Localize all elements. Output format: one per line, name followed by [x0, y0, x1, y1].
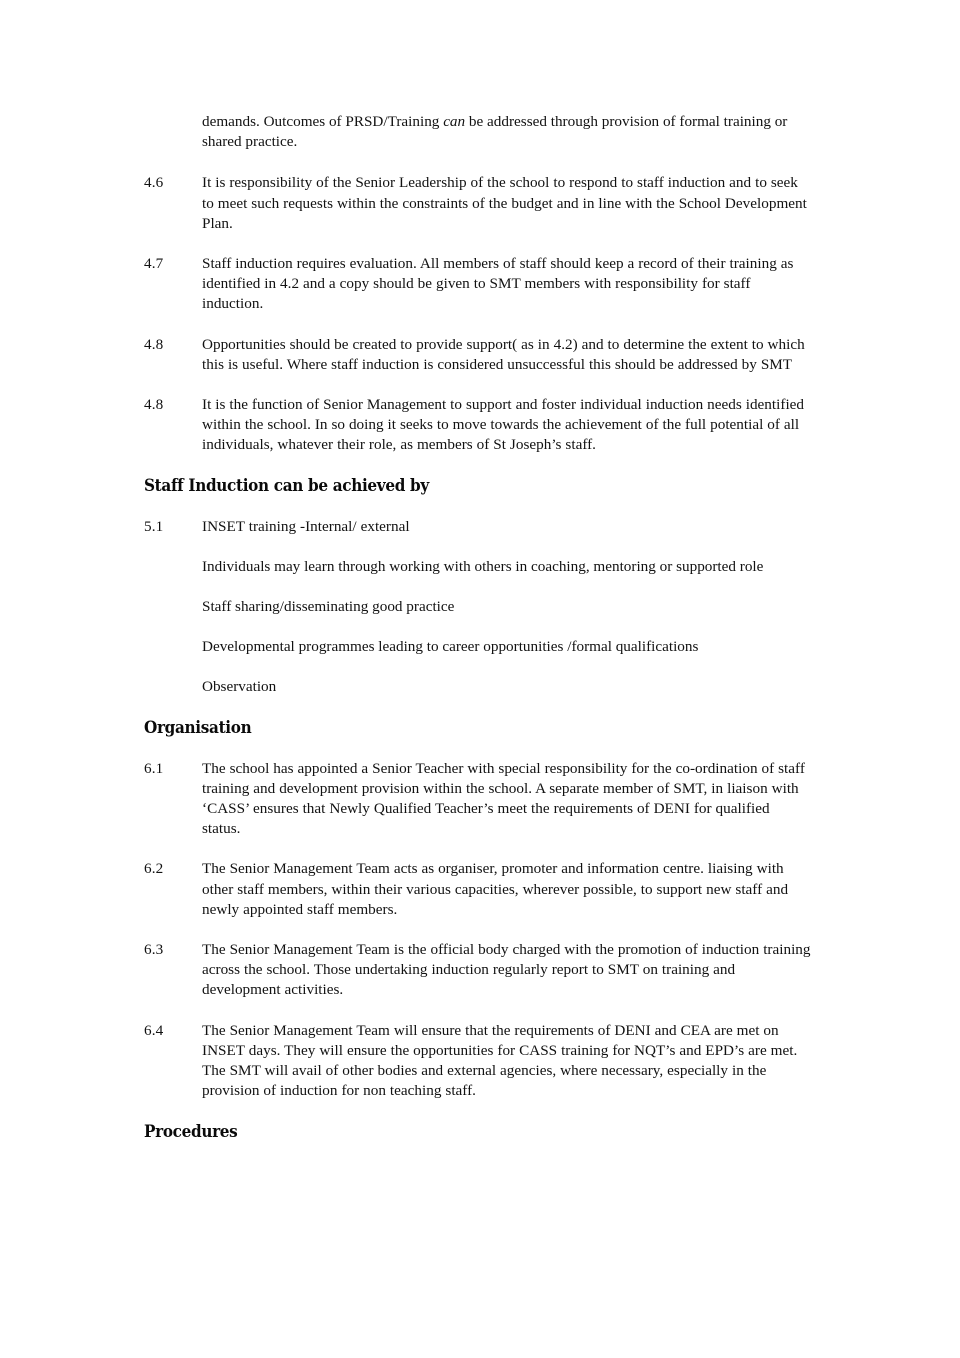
- staff-induction-item-1: Individuals may learn through working with others in coaching, mentoring or supported role: [202, 557, 764, 575]
- clause-number: 4.7: [144, 255, 164, 273]
- continuation-paragraph: [202, 112, 812, 152]
- heading-staff-induction: Staff Induction can be achieved by: [144, 475, 429, 495]
- clause-6-4: [144, 1021, 812, 1102]
- continuation-emphasis: can: [443, 113, 466, 130]
- clause-number: 4.8: [144, 396, 164, 414]
- clause-text: The school has appointed a Senior Teacher with special responsibility for the co-ordination of staff training and development provision within the school. A separate member of SMT, in liaison with ‘CASS’ ensures that Newly Qualified Teacher’s meet the requirements of DENI for qualified status.: [202, 759, 805, 838]
- clause-6-1: [144, 759, 812, 840]
- clause-5-1: [144, 517, 812, 537]
- clause-text: Opportunities should be created to provide support( as in 4.2) and to determine the extent to which this is useful. Where staff induction is considered unsuccessful this should be addressed by SMT: [202, 335, 805, 373]
- clause-number: 6.4: [144, 1021, 164, 1039]
- clause-number: 6.2: [144, 860, 164, 878]
- clause-text: The Senior Management Team will ensure that the requirements of DENI and CEA are met on INSET days. They will ensure the opportunities for CASS training for NQT’s and EPD’s are met. The SMT will avail of other bodies and external agencies, where necessary, especially in the provision of induction for non teaching staff.: [202, 1021, 798, 1100]
- heading-procedures: Procedures: [144, 1121, 238, 1141]
- clause-text: It is the function of Senior Management to support and foster individual induction needs identified within the school. In so doing it seeks to move towards the achievement of the full potential of all individuals, whatever their role, as members of St Joseph’s staff.: [202, 396, 805, 454]
- clause-4-7: [144, 254, 812, 315]
- clause-text: Staff induction requires evaluation. All members of staff should keep a record of their training as identified in 4.2 and a copy should be given to SMT members with responsibility for staff induction.: [202, 255, 794, 313]
- clause-text: The Senior Management Team acts as organiser, promoter and information centre. liaising with other staff members, within their various capacities, wherever possible, to support new staff and newly appointed staff members.: [202, 860, 789, 918]
- clause-6-2: [144, 859, 812, 920]
- clause-text: It is responsibility of the Senior Leadership of the school to respond to staff induction and to seek to meet such requests within the constraints of the budget and in line with the School Development Plan.: [202, 174, 807, 232]
- clause-text: INSET training -Internal/ external: [202, 517, 410, 535]
- continuation-text-start: demands. Outcomes of PRSD/Training: [202, 113, 444, 130]
- clause-4-8-b: [144, 395, 812, 456]
- clause-number: 5.1: [144, 517, 164, 535]
- continuation-text-end: be addressed through provision of formal training or shared practice.: [202, 113, 788, 151]
- clause-4-8-a: [144, 335, 812, 375]
- clause-4-6: [144, 173, 812, 234]
- clause-6-3: [144, 940, 812, 1001]
- clause-number: 6.1: [144, 759, 164, 777]
- document-body: [144, 112, 812, 1142]
- staff-induction-item-3: Developmental programmes leading to career opportunities /formal qualifications: [202, 638, 699, 656]
- staff-induction-item-2: Staff sharing/disseminating good practice: [202, 598, 455, 616]
- clause-text: The Senior Management Team is the official body charged with the promotion of induction training across the school. Those undertaking induction regularly report to SMT on training and development activities.: [202, 941, 811, 999]
- clause-number: 6.3: [144, 941, 164, 959]
- staff-induction-item-4: Observation: [202, 678, 277, 696]
- clause-number: 4.6: [144, 174, 164, 192]
- heading-organisation: Organisation: [144, 717, 252, 737]
- clause-number: 4.8: [144, 335, 164, 353]
